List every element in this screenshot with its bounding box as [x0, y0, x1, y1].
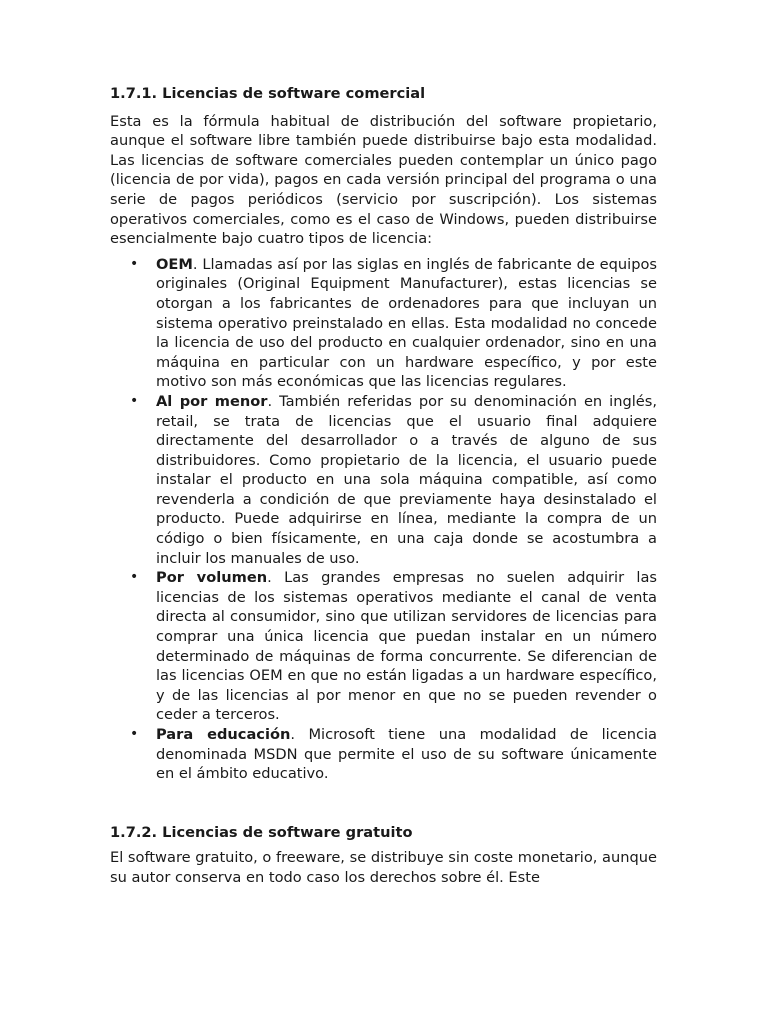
section-free-licenses: [110, 823, 657, 888]
list-item-volume: [130, 568, 658, 725]
list-item-term: OEM: [156, 255, 193, 273]
list-item-text: . Las grandes empresas no suelen adquirir las licencias de los sistemas operativos mediante el canal de venta directa al consumidor, sino que utilizan servidores de licencias para comprar una única licencia que puedan instalar en un número determinado de máquinas de forma concurrente. Se diferencian de las licencias OEM en que no están ligadas a un hardware específico, y de las licencias al por menor en que no se pueden revender o ceder a terceros.: [156, 569, 658, 724]
list-item-education: [130, 725, 657, 784]
list-item-term: Al por menor: [156, 392, 268, 410]
list-item-term: Por volumen: [156, 569, 268, 587]
list-item-oem: [130, 255, 657, 392]
intro-paragraph-commercial: Esta es la fórmula habitual de distribución del software propietario, aunque el software libre también puede distribuirse bajo esta modalidad. Las licencias de software comerciales pueden contemplar un único pago (licencia de por vida), pagos en cada versión principal del programa o una serie de pagos periódicos (servicio por suscripción). Los sistemas operativos comerciales, como es el caso de Windows, pueden distribuirse esencialmente bajo cuatro tipos de licencia:: [110, 112, 657, 248]
bullet-icon: •: [130, 569, 139, 586]
section-commercial-licenses: [110, 84, 657, 784]
bullet-icon: •: [130, 392, 139, 409]
list-item-text: . Llamadas así por las siglas en inglés de fabricante de equipos originales (Original Equipment Manufacturer), estas licencias se otorgan a los fabricantes de ordenadores para que incluyan un sistema operativo preinstalado en ellas. Esta modalidad no concede la licencia de uso del producto en cualquier ordenador, sino en una máquina en particular con un hardware específico, y por este motivo son más económicas que las licencias regulares.: [156, 255, 657, 391]
intro-paragraph-free: El software gratuito, o freeware, se distribuye sin coste monetario, aunque su autor conserva en todo caso los derechos sobre él. Este: [110, 849, 657, 886]
list-item-retail: [130, 392, 657, 568]
section-heading-free: 1.7.2. Licencias de software gratuito: [110, 823, 413, 841]
document-page: [110, 84, 657, 894]
bullet-icon: •: [130, 255, 139, 272]
bullet-icon: •: [130, 726, 139, 742]
section-heading-commercial: 1.7.1. Licencias de software comercial: [110, 85, 426, 102]
list-item-text: . También referidas por su denominación en inglés, retail, se trata de licencias que el usuario final adquiere directamente del desarrollador o a través de alguno de sus distribuidores. Como propietario de la licencia, el usuario puede instalar el producto en una sola máquina compatible, así como revenderla a condición de que previamente haya desinstalado el producto. Puede adquirirse en línea, mediante la compra de un código o bien físicamente, en una caja donde se acostumbra a incluir los manuales de uso.: [156, 392, 657, 567]
license-types-list: [110, 255, 657, 784]
list-item-text: . Microsoft tiene una modalidad de licencia denominada MSDN que permite el uso de su software únicamente en el ámbito educativo.: [156, 726, 657, 783]
list-item-term: Para educación: [156, 726, 291, 743]
